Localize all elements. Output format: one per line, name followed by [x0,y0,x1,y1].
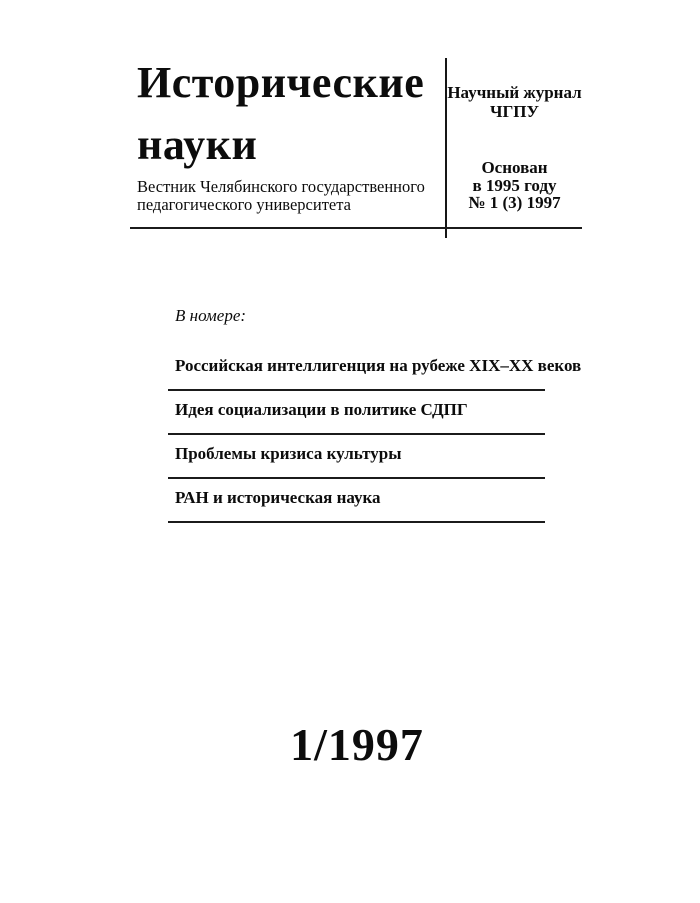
contents-item: Российская интеллигенция на рубеже XIX–XX веков [168,356,545,391]
journal-subtitle [137,178,437,213]
issue-number: № 1 (3) 1997 [468,193,561,212]
contents-item: Проблемы кризиса культуры [168,444,545,479]
journal-type-line2: ЧГПУ [490,101,539,121]
founded-info [447,159,582,212]
contents-item: Идея социализации в политике СДПГ [168,400,545,435]
founded-line2: в 1995 году [472,175,557,195]
founded-line1: Основан [481,158,548,177]
contents-label: В номере: [175,306,247,325]
header [130,55,582,240]
journal-type-line1: Научный журнал [447,83,582,102]
journal-title-line2: науки [137,120,258,169]
footer-issue-label: 1/1997 [290,719,424,770]
journal-title-line1: Исторические [137,58,425,107]
journal-type [447,84,582,121]
journal-subtitle-line2: педагогического университета [137,194,351,214]
header-rule [130,227,582,229]
header-left-block [137,55,437,213]
journal-title [137,52,437,176]
header-right-block [447,55,582,212]
contents-list [168,306,582,523]
contents-item: РАН и историческая наука [168,488,545,523]
journal-subtitle-line1: Вестник Челябинского государственного [137,177,425,196]
